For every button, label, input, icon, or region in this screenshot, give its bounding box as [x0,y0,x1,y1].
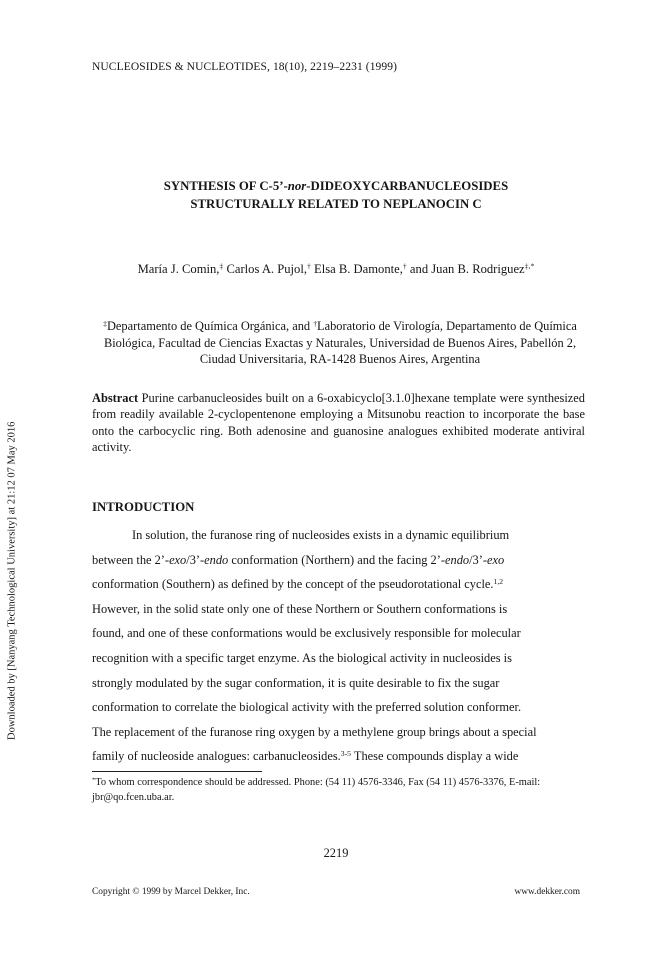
footnote-text: To whom correspondence should be addressed. Phone: (54 11) 4576-3346, Fax (54 11) 4576-3376, E-mail: jbr@qo.fcen.uba.ar. [92,777,541,803]
journal-header: NUCLEOSIDES & NUCLEOTIDES, 18(10), 2219–2231 (1999) [92,61,398,73]
paper-title-line-2: STRUCTURALLY RELATED TO NEPLANOCIN C [190,197,482,211]
text-run: family of nucleoside analogues: carbanucleosides. [92,749,341,764]
body-line: However, in the solid state only one of these Northern or Southern conformations is [92,601,508,616]
publisher-website: www.dekker.com [514,887,580,897]
text-run-italic: exo [169,552,187,567]
title-part-rest: -DIDEOXYCARBANUCLEOSIDES [306,179,509,193]
author-4-mark: ‡,* [524,261,535,271]
author-list [0,262,672,277]
footnote-divider [92,771,262,772]
title-part: SYNTHESIS OF C-5’- [163,179,288,193]
citation: 1,2 [493,576,504,586]
affiliation-text-1: Departamento de Química Orgánica, and [106,319,314,333]
body-line: In solution, the furanose ring of nucleosides exists in a dynamic equilibrium [132,528,510,542]
text-run: These compounds display a wide [351,749,519,764]
title-nor: nor [287,179,307,193]
copyright-notice: Copyright © 1999 by Marcel Dekker, Inc. [92,887,250,897]
abstract-label: Abstract [92,391,139,405]
affiliation [92,318,588,368]
body-line: strongly modulated by the sugar conformation, it is quite desirable to fix the sugar [92,675,500,690]
body-line: The replacement of the furanose ring oxygen by a methylene group brings about a special [92,724,537,739]
introduction-body [92,523,588,769]
author-2-mark: † [306,261,311,271]
text-run: conformation (Northern) and the facing 2’- [228,552,446,567]
body-line [92,572,588,597]
text-run: /3’- [186,552,205,567]
footnote-mark: * [92,776,96,784]
body-line: conformation to correlate the biological activity with the preferred solution conformer. [92,700,522,715]
body-line [92,548,588,573]
abstract-text: Purine carbanucleosides built on a 6-oxabicyclo[3.1.0]hexane template were synthesized from readily available 2-cyclopentenone employing a Mitsunobu reaction to incorporate the base onto the carbocyclic ring. Both adenosine and guanosine analogues exhibited moderate antiviral activity. [92,391,585,455]
author-2: Carlos A. Pujol, [223,262,307,276]
paper-title-line-1 [0,178,672,195]
footnote [92,776,588,805]
download-watermark: Downloaded by [Nanyang Technological University] at 21:12 07 May 2016 [6,421,18,740]
author-3-mark: † [402,261,407,271]
text-run: /3’- [469,552,487,567]
section-heading-introduction: INTRODUCTION [92,500,195,514]
text-run-italic: exo [487,552,505,567]
author-3: Elsa B. Damonte, [310,262,403,276]
abstract [92,390,585,456]
author-4: and Juan B. Rodriguez [406,262,525,276]
text-run: between the 2’- [92,552,170,567]
citation: 3-5 [340,749,351,759]
affiliation-mark-1: ‡ [103,318,107,328]
text-run: conformation (Southern) as defined by the concept of the pseudorotational cycle. [92,577,494,592]
author-1: María J. Comin, [137,262,220,276]
author-1-mark: ‡ [219,261,224,271]
page-number: 2219 [323,846,349,860]
affiliation-mark-2: † [313,318,318,328]
affiliation-text-2: Laboratorio de Virología, Departamento de Química Biológica, Facultad de Ciencias Exactas y Naturales, Universidad de Buenos Aires, Pabellón 2, Ciudad Universitaria, RA-1428 Buenos Aires, Argentina [103,319,577,366]
body-line: found, and one of these conformations would be exclusively responsible for molecular [92,626,521,641]
body-line: recognition with a specific target enzyme. As the biological activity in nucleosides is [92,650,512,665]
text-run-italic: endo [204,552,229,567]
text-run-italic: endo [445,552,470,567]
body-line [92,744,588,769]
